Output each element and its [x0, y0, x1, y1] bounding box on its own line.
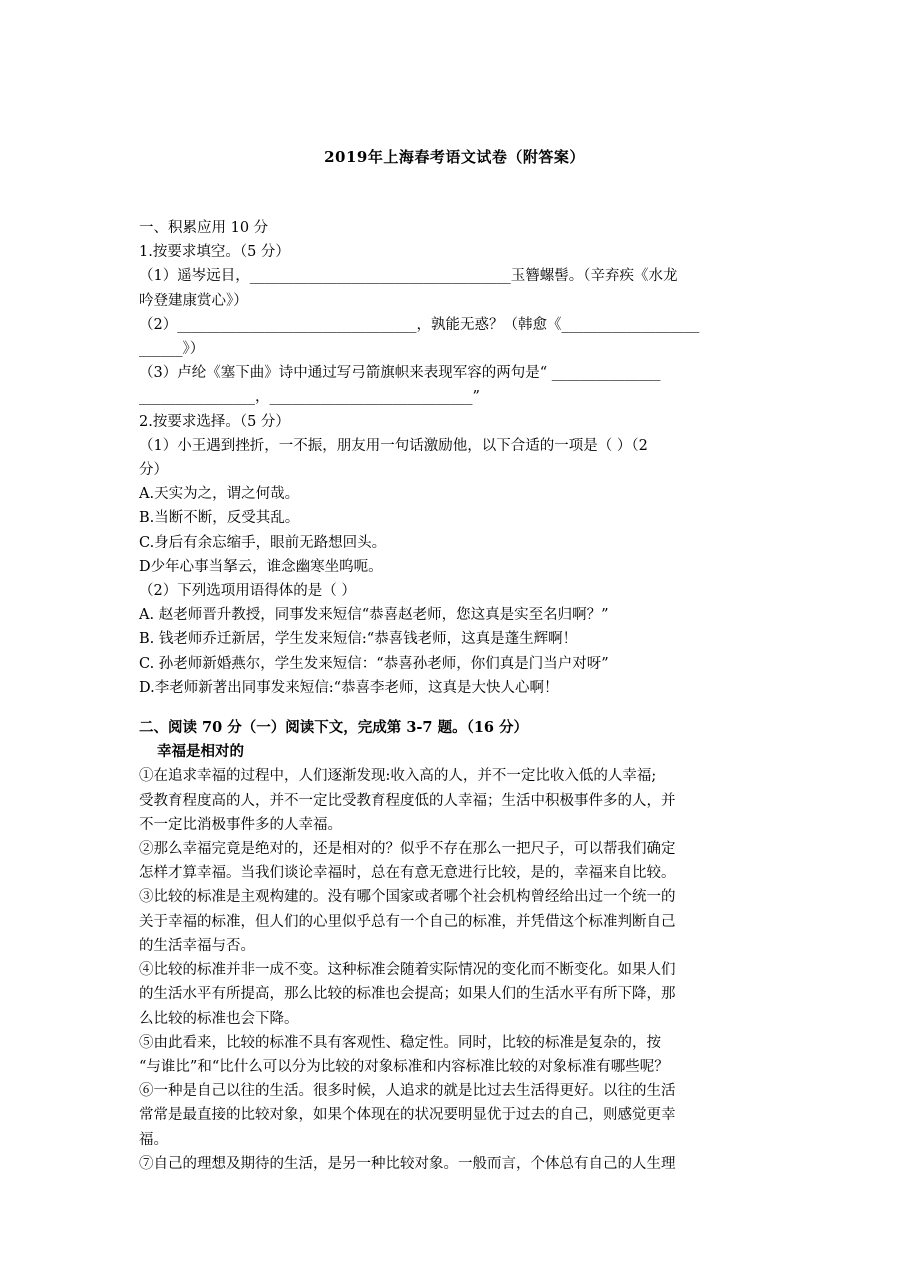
q2-item1-line1: （1）小王遇到挫折，一不振，朋友用一句话激励他，以下合适的一项是（ ）（2 — [139, 437, 648, 454]
paragraph-line: ③比较的标准是主观构建的。没有哪个国家或者哪个社会机构曾经给出过一个统一的 — [139, 889, 676, 906]
q2-item2-option-d: D.李老师新著出同事发来短信:“恭喜李老师，这真是大快人心啊！ — [139, 679, 559, 696]
q2-option-a: A.天实为之，谓之何哉。 — [139, 486, 300, 503]
section2-heading: 二、阅读 70 分（一）阅读下文，完成第 3-7 题。（16 分） — [139, 719, 529, 737]
q2-item2-stem: （2）下列选项用语得体的是（ ） — [139, 583, 356, 600]
paragraph-line: ⑤由此看来，比较的标准不具有客观性、稳定性。同时，比较的标准是复杂的，按 — [139, 1034, 661, 1051]
q1-item2-line1: （2）_________________________________，孰能无惑？（韩愈《___________________ — [139, 316, 700, 333]
paragraph-line: 的生活幸福与否。 — [139, 937, 255, 954]
q2-item2-option-b: B. 钱老师乔迁新居，学生发来短信:“恭喜钱老师，这真是蓬生辉啊！ — [139, 631, 578, 648]
q2-option-c: C.身后有余忘缩手，眼前无路想回头。 — [139, 534, 387, 551]
q1-item3-line1: （3）卢纶《塞下曲》诗中通过写弓箭旗帜来表现军容的两句是“ _______________ — [139, 365, 661, 382]
paragraph-line: 常常是最直接的比较对象，如果个体现在的状况要明显优于过去的自己，则感觉更幸 — [139, 1107, 676, 1124]
paragraph-line: 不一定比消极事件多的人幸福。 — [139, 816, 342, 833]
paragraph-line: ②那么幸福完竟是绝对的，还是相对的？似乎不存在那么一把尺子，可以帮我们确定 — [139, 841, 676, 858]
paragraph-line: 受教育程度高的人，并不一定比受教育程度低的人幸福；生活中积极事件多的人，并 — [139, 792, 676, 809]
q2-item2-option-a: A. 赵老师晋升教授，同事发来短信“恭喜赵老师，您这真是实至名归啊？” — [139, 607, 609, 624]
q2-item2-option-c: C. 孙老师新婚燕尔，学生发来短信：“恭喜孙老师，你们真是门当户对呀” — [139, 655, 609, 672]
article-title: 幸福是相对的 — [157, 743, 244, 761]
q1-item2-line2: ______》） — [139, 341, 205, 358]
paragraph-line: 的生活水平有所提高，那么比较的标准也会提高；如果人们的生活水平有所下降，那 — [139, 986, 676, 1003]
q1-item3-line2: ________________，____________________________” — [139, 389, 480, 406]
q2-item1-line2: 分） — [139, 462, 168, 479]
paragraph-line: ④比较的标准并非一成不变。这种标准会随着实际情况的变化而不断变化。如果人们 — [139, 962, 676, 979]
document-title: 2019年上海春考语文试卷（附答案） — [324, 148, 585, 166]
q1-stem: 1.按要求填空。（5 分） — [139, 244, 290, 261]
paragraph-line: 么比较的标准也会下降。 — [139, 1010, 299, 1027]
q1-item1-line2: 吟登建康赏心》） — [139, 292, 248, 309]
paragraph-line: ⑥一种是自己以往的生活。很多时候，人追求的就是比过去生活得更好。以往的生活 — [139, 1083, 676, 1100]
q2-stem: 2.按要求选择。（5 分） — [139, 413, 290, 430]
q2-option-d: D少年心事当拏云，谁念幽寒坐呜呃。 — [139, 558, 383, 575]
paragraph-line: ⑦自己的理想及期待的生活，是另一种比较对象。一般而言，个体总有自己的人生理 — [139, 1155, 676, 1172]
section1-heading: 一、积累应用 10 分 — [139, 220, 269, 236]
q2-option-b: B.当断不断，反受其乱。 — [139, 510, 300, 527]
paragraph-line: 关于幸福的标准，但人们的心里似乎总有一个自己的标准，并凭借这个标准判断自己 — [139, 913, 676, 930]
q1-item1-line1: （1）遥岑远目，____________________________________玉簪螺髻。（辛弃疾《水龙 — [139, 268, 678, 285]
section-gap — [139, 700, 779, 716]
document-body — [139, 216, 779, 1176]
paragraph-line: ①在追求幸福的过程中，人们逐渐发现:收入高的人，并不一定比收入低的人幸福; — [139, 768, 657, 785]
paragraph-line: 福。 — [139, 1131, 168, 1148]
paragraph-line: 怎样才算幸福。当我们谈论幸福时，总在有意无意进行比较，是的，幸福来自比较。 — [139, 865, 676, 882]
paragraph-line: “与谁比”和“比什么可以分为比较的对象标准和内容标准比较的对象标准有哪些呢？ — [139, 1058, 669, 1075]
